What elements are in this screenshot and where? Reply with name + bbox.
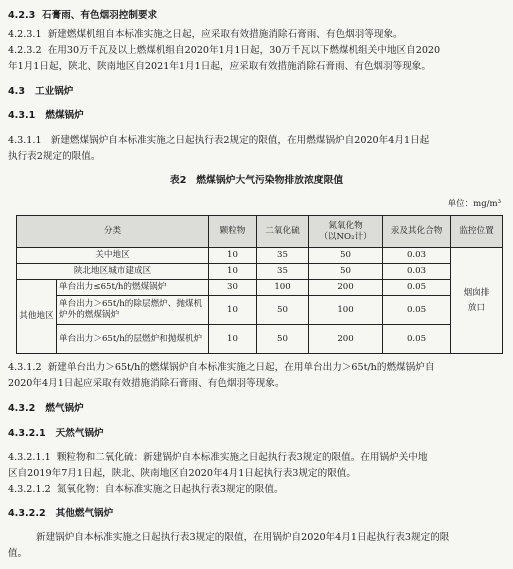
table-caption: 表2 燃煤锅炉大气污染物排放浓度限值 <box>169 175 344 186</box>
clause-number: 4.3.1.2 <box>8 362 42 373</box>
section-number: 4.3.2.2 <box>8 508 46 519</box>
cell-pm: 10 <box>209 248 257 264</box>
clause-4-3-2-2-line1: 新建锅炉自本标准实施之日起执行表3规定的限值，在用锅炉自2020年4月1日起执行表3规定的限 <box>36 532 450 543</box>
cell-hg: 0.05 <box>383 280 451 296</box>
cell-so2: 35 <box>257 248 309 264</box>
clause-4-3-2-2-line2: 值。 <box>8 548 28 559</box>
section-4-3-2-2-heading <box>8 508 113 520</box>
table-unit: 单位：mg/m³ <box>447 199 501 209</box>
clause-text: 颗粒物和二氧化硫：新建锅炉自本标准实施之日起执行表3规定的限值。在用锅炉关中地 <box>56 452 428 463</box>
clause-4-2-3-2-line1 <box>8 45 440 57</box>
clause-4-2-3-2-line2: 年1月1日起，陕北、陕南地区自2021年1月1日起，应采取有效措施消除石膏雨、有色烟羽等现象。 <box>8 61 431 72</box>
clause-4-3-2-1-1-line1 <box>8 452 428 464</box>
clause-4-3-2-1-1-line2: 区自2019年7月1日起，陕北、陕南地区自2020年4月1日起执行表3规定的限值。 <box>8 468 356 479</box>
row-label: 单台出力＞65t/h的除层燃炉、抛煤机炉外的燃煤锅炉 <box>57 296 209 325</box>
section-number: 4.3.2 <box>8 403 36 414</box>
cell-hg: 0.03 <box>383 264 451 280</box>
cell-so2: 50 <box>257 296 309 325</box>
cell-pm: 10 <box>209 264 257 280</box>
row-label: 单台出力＞65t/h的层燃炉和抛煤机炉 <box>57 325 209 354</box>
section-title: 天然气锅炉 <box>55 428 104 439</box>
section-number: 4.2.3 <box>8 10 36 21</box>
other-region-label: 其他地区 <box>17 280 57 354</box>
section-title: 燃气锅炉 <box>45 403 84 414</box>
clause-text: 新建燃煤锅炉自本标准实施之日起执行表2规定的限值，在用燃煤锅炉自2020年4月1日起 <box>50 135 430 146</box>
cell-pm: 10 <box>209 325 257 354</box>
clause-4-3-1-2-line2: 2020年4月1日起应采取有效措施消除石膏雨、有色烟羽等现象。 <box>8 378 285 389</box>
cell-so2: 100 <box>257 280 309 296</box>
header-nox-line1: 氮氧化物 <box>328 220 363 231</box>
clause-number: 4.3.1.1 <box>8 135 42 146</box>
clause-4-3-1-2-line1 <box>8 362 434 374</box>
table-row <box>17 280 503 296</box>
cell-hg: 0.03 <box>383 248 451 264</box>
section-number: 4.3.2.1 <box>8 428 46 439</box>
cell-hg: 0.05 <box>383 296 451 325</box>
cell-so2: 50 <box>257 325 309 354</box>
monitor-location-text: 烟囱排放口 <box>463 287 490 313</box>
header-monitor: 监控位置 <box>451 216 503 248</box>
cell-hg: 0.05 <box>383 325 451 354</box>
section-number: 4.3.1 <box>8 110 36 121</box>
clause-text: 氮氧化物：自本标准实施之日起执行表3规定的限值。 <box>56 484 284 495</box>
header-so2: 二氧化硫 <box>257 216 309 248</box>
clause-number: 4.2.3.2 <box>8 45 42 56</box>
row-label: 关中地区 <box>17 248 209 264</box>
section-title: 工业锅炉 <box>35 86 74 97</box>
emission-limits-table <box>16 215 503 354</box>
clause-number: 4.3.2.1.2 <box>8 484 51 495</box>
cell-monitor-location <box>451 248 503 354</box>
header-category: 分类 <box>17 216 209 248</box>
table-row <box>17 325 503 354</box>
clause-text: 在用30万千瓦及以上燃煤机组自2020年1月1日起，30万千瓦以下燃煤机组关中地区自2020 <box>47 45 441 56</box>
section-number: 4.3 <box>8 86 25 97</box>
section-4-3-2-heading <box>8 403 84 415</box>
cell-pm: 30 <box>209 280 257 296</box>
clause-number: 4.3.2.1.1 <box>8 452 51 463</box>
clause-text: 新建单台出力＞65t/h的燃煤锅炉自本标准实施之日起，在用单台出力＞65t/h的燃煤锅炉自 <box>47 362 435 373</box>
clause-4-3-1-1-line1 <box>8 135 429 147</box>
header-hg: 汞及其化合物 <box>383 216 451 248</box>
section-4-3-2-1-heading <box>8 428 104 440</box>
cell-nox: 50 <box>309 248 383 264</box>
cell-nox: 200 <box>309 325 383 354</box>
cell-so2: 35 <box>257 264 309 280</box>
row-label: 陕北地区城市建成区 <box>17 264 209 280</box>
clause-4-3-2-1-2 <box>8 484 284 496</box>
row-label: 单台出力≤65t/h的燃煤锅炉 <box>57 280 209 296</box>
table-row <box>17 296 503 325</box>
header-nox <box>309 216 383 248</box>
clause-4-2-3-1 <box>8 29 403 41</box>
clause-4-3-1-1-line2: 执行表2规定的限值。 <box>8 151 101 162</box>
table-row <box>17 264 503 280</box>
section-4-3-1-heading <box>8 110 84 122</box>
table-row <box>17 248 503 264</box>
cell-nox: 100 <box>309 296 383 325</box>
cell-nox: 200 <box>309 280 383 296</box>
clause-number: 4.2.3.1 <box>8 29 42 40</box>
table-header-row <box>17 216 503 248</box>
clause-text: 新建燃煤机组自本标准实施之日起，应采取有效措施消除石膏雨、有色烟羽等现象。 <box>47 29 403 40</box>
cell-pm: 10 <box>209 296 257 325</box>
section-title: 其他燃气锅炉 <box>55 508 114 519</box>
section-4-3-heading <box>8 86 73 98</box>
section-4-2-3-heading <box>8 10 157 22</box>
cell-nox: 50 <box>309 264 383 280</box>
header-nox-line2: （以NO₂计） <box>319 231 372 242</box>
header-pm: 颗粒物 <box>209 216 257 248</box>
section-title: 石膏雨、有色烟羽控制要求 <box>42 10 158 21</box>
section-title: 燃煤锅炉 <box>45 110 84 121</box>
